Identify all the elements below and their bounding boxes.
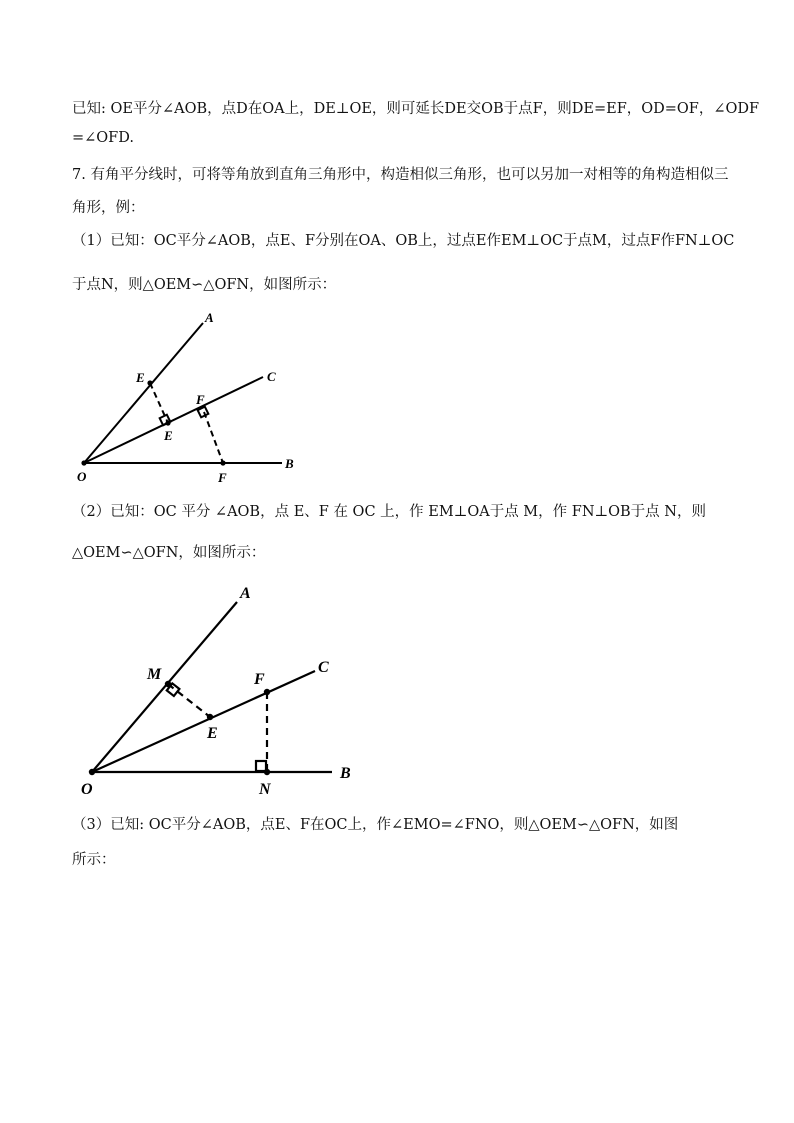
label-c: C — [318, 659, 329, 676]
perp-fn — [204, 412, 223, 463]
label-f-bottom: F — [218, 470, 227, 485]
label-f-top: F — [196, 392, 205, 407]
item7-line-2: 角形，例： — [72, 200, 145, 216]
case1-line-2: 于点N，则△OEM∽△OFN，如图所示： — [72, 277, 337, 293]
label-f: F — [254, 671, 265, 688]
perp-em — [150, 383, 168, 423]
case2-line-2: △OEM∽△OFN，如图所示： — [72, 545, 266, 561]
point-e — [207, 714, 213, 720]
ray-oa — [84, 323, 203, 463]
case3-line-1: （3）已知: OC平分∠AOB，点E、F在OC上，作∠EMO=∠FNO，则△OEM∽△OFN，如图 — [72, 817, 679, 833]
point-e-top — [147, 380, 152, 385]
label-b: B — [340, 765, 351, 782]
ray-oc — [92, 671, 315, 772]
ray-oa — [92, 602, 237, 772]
label-b: B — [285, 456, 294, 471]
label-c: C — [267, 369, 276, 384]
point-e-bottom — [165, 420, 170, 425]
label-o: O — [77, 469, 87, 484]
ray-oc — [84, 377, 263, 463]
label-o: O — [81, 781, 93, 798]
point-f-bottom — [220, 460, 225, 465]
perp-em — [168, 684, 210, 717]
figure-1 — [60, 305, 320, 485]
intro-line-2: =∠OFD. — [72, 130, 134, 146]
point-o — [81, 460, 86, 465]
point-o — [89, 769, 95, 775]
right-angle-n — [256, 761, 266, 771]
label-e-top: E — [136, 370, 145, 385]
point-n — [264, 769, 270, 775]
label-a: A — [205, 310, 214, 325]
label-n: N — [259, 781, 271, 798]
point-m — [165, 681, 171, 687]
label-e: E — [207, 725, 218, 742]
label-a: A — [240, 585, 251, 602]
intro-line-1: 已知: OE平分∠AOB，点D在OA上，DE⊥OE，则可延长DE交OB于点F，则DE=EF，OD=OF，∠ODF — [72, 101, 760, 117]
figure-2 — [70, 580, 370, 800]
point-f — [264, 689, 270, 695]
case2-line-1: （2）已知：OC 平分 ∠AOB，点 E、F 在 OC 上，作 EM⊥OA于点 M，作 FN⊥OB于点 N，则 — [72, 504, 706, 520]
case1-line-1: （1）已知：OC平分∠AOB，点E、F分别在OA、OB上，过点E作EM⊥OC于点M，过点F作FN⊥OC — [72, 233, 735, 249]
label-e-bottom: E — [164, 428, 173, 443]
case3-line-2: 所示： — [72, 852, 116, 868]
item7-line-1: 7. 有角平分线时，可将等角放到直角三角形中，构造相似三角形，也可以另加一对相等的角构造相似三 — [72, 167, 729, 183]
label-m: M — [147, 666, 162, 683]
